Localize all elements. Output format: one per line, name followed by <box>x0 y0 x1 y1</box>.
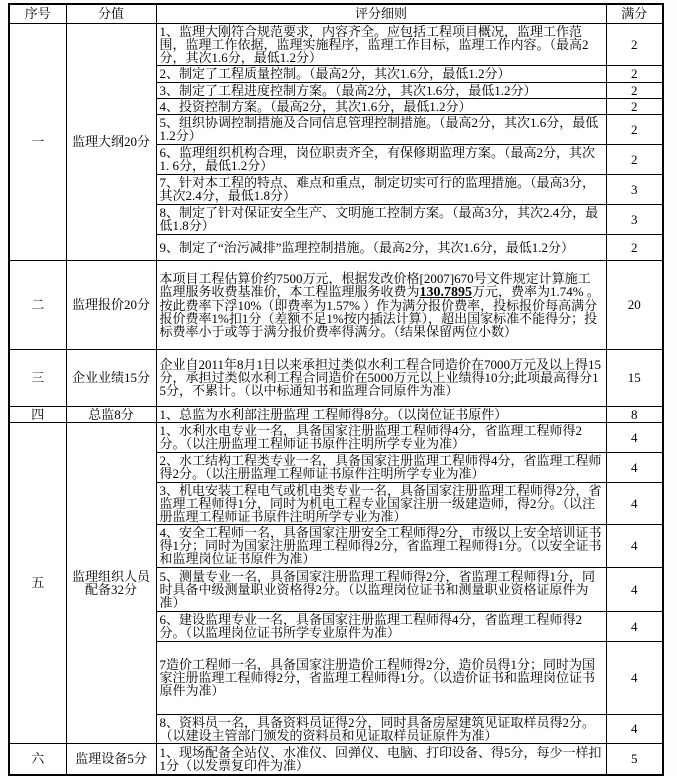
criteria-cell: 3、制定了工程进度控制方案。（最高2分，其次1.6分，最低1.2分） <box>156 82 606 98</box>
fee-amount-highlight: 130.7895 <box>419 284 473 300</box>
section-number-cell: 二 <box>9 260 66 349</box>
max-score-cell: 3 <box>606 204 663 234</box>
max-score-cell: 2 <box>606 65 663 82</box>
criteria-cell: 6、监理组织机构合理，岗位职责齐全，有保修期监理方案。（最高2分，其次1. 6分，最低1.2分） <box>156 144 606 174</box>
score-label-cell: 监理组织人员配备32分 <box>66 422 156 743</box>
criteria-cell: 4、投资控制方案。（最高2分，其次1.6分，最低1.2分） <box>156 98 606 114</box>
score-label-cell: 监理大纲20分 <box>66 23 156 260</box>
score-label-cell: 总监8分 <box>66 406 156 422</box>
col-header-seq: 序号 <box>9 4 66 23</box>
criteria-cell: 企业自2011年8月1日以来承担过类似水利工程合同造价在7000万元及以上得15分，承担过类似水利工程合同造价在5000万元以上业绩得10分;此项最高得分15分，不累计。（以中标通知书和监理合同原件为准） <box>156 349 606 406</box>
max-score-cell: 4 <box>606 567 663 611</box>
max-score-cell: 4 <box>606 611 663 641</box>
max-score-cell: 4 <box>606 714 663 743</box>
header-row <box>9 4 663 23</box>
table-row <box>9 422 663 452</box>
criteria-cell: 1、水利水电专业一名，具备国家注册监理工程师得4分，省监理工程师得2分。（以注册监理工程师证书原件注明所学专业为准） <box>156 422 606 452</box>
col-header-max: 满分 <box>606 4 663 23</box>
evaluation-criteria-table <box>8 3 664 776</box>
max-score-cell: 4 <box>606 482 663 524</box>
criteria-cell: 8、资料员一名，具备资料员证得2分，同时具备房屋建筑见证取样员得2分。（以建设主管部门颁发的资料员和见证取样员证原件为准） <box>156 714 606 743</box>
section-number-cell: 三 <box>9 349 66 406</box>
max-score-cell: 8 <box>606 406 663 422</box>
max-score-cell: 4 <box>606 524 663 567</box>
max-score-cell: 2 <box>606 82 663 98</box>
score-label-cell: 监理设备5分 <box>66 743 156 775</box>
max-score-cell: 4 <box>606 422 663 452</box>
max-score-cell: 2 <box>606 144 663 174</box>
table-row <box>9 406 663 422</box>
table-row <box>9 349 663 406</box>
criteria-text-pre: 本项目工程估算价约7500万元，根据发改价格[2007]670号文件规定计算施工监理服务收费基准价，本工程监理服务收费为 <box>159 270 591 299</box>
criteria-cell <box>156 260 606 349</box>
score-label-cell: 监理报价20分 <box>66 260 156 349</box>
section-number-cell: 一 <box>9 23 66 260</box>
criteria-cell: 5、组织协调控制措施及合同信息管理控制措施。（最高2分，其次1.6分，最低1.2分） <box>156 114 606 144</box>
max-score-cell: 2 <box>606 114 663 144</box>
criteria-cell: 7造价工程师一名，具备国家注册造价工程师得2分，造价员得1分；同时为国家注册监理工程师得2分，省监理工程师得1分。（以造价证书和监理岗位证书原件为准） <box>156 641 606 714</box>
max-score-cell: 3 <box>606 174 663 204</box>
section-number-cell: 五 <box>9 422 66 743</box>
col-header-criteria: 评分细则 <box>156 4 606 23</box>
criteria-cell: 2、水工结构工程类专业一名，具备国家注册监理工程师得4分，省监理工程师得2分。（以注册监理工程师证书原件注明所学专业为准） <box>156 452 606 482</box>
max-score-cell: 20 <box>606 260 663 349</box>
section-number-cell: 六 <box>9 743 66 775</box>
table-row <box>9 23 663 65</box>
max-score-cell: 15 <box>606 349 663 406</box>
criteria-cell: 1、现场配备全站仪、水准仪、回弹仪、电脑、打印设备、得5分，每少一样扣1分（以发票复印件为准） <box>156 743 606 775</box>
max-score-cell: 5 <box>606 743 663 775</box>
criteria-cell: 1、监理大刚符合规范要求，内容齐全。应包括工程项目概况，监理工作范围，监理工作依据，监理实施程序，监理工作目标，监理工作内容。（最高2分，其次1.6分，最低1.2分） <box>156 23 606 65</box>
criteria-cell: 5、测量专业一名，具备国家注册监理工程师得2分，省监理工程师得1分，同时具备中级测量职业资格得2分。（以监理岗位证书和测量职业资格证原件为准） <box>156 567 606 611</box>
max-score-cell: 2 <box>606 23 663 65</box>
max-score-cell: 2 <box>606 234 663 260</box>
criteria-cell: 7、针对本工程的特点、难点和重点，制定切实可行的监理措施。（最高3分，其次2.4分，最低1.8分） <box>156 174 606 204</box>
section-number-cell: 四 <box>9 406 66 422</box>
criteria-cell: 2、制定了工程质量控制。（最高2分，其次1.6分，最低1.2分） <box>156 65 606 82</box>
criteria-cell: 8、制定了针对保证安全生产、文明施工控制方案。（最高3分，其次2.4分，最低1.8分） <box>156 204 606 234</box>
score-label-cell: 企业业绩15分 <box>66 349 156 406</box>
max-score-cell: 4 <box>606 452 663 482</box>
col-header-value: 分值 <box>66 4 156 23</box>
criteria-cell: 6、建设监理专业一名，具备国家注册监理工程师得4分，省监理工程师得2分。（以监理岗位证书所学专业原件为准） <box>156 611 606 641</box>
max-score-cell: 2 <box>606 98 663 114</box>
criteria-cell: 3、机电安装工程电气或机电类专业一名，具备国家注册监理工程师得2分，省监理工程师得1分，同时为机电工程专业国家注册一级建造师，得2分。（以注册监理工程师证书原件注明所学专业为准） <box>156 482 606 524</box>
criteria-cell: 1、总监为水利部注册监理 工程师得8分。（以岗位证书原件） <box>156 406 606 422</box>
table-row <box>9 260 663 349</box>
criteria-text-post: 万元，费率为1.74% 。按此费率下浮10%（即费率为1.57% ）作为满分报价费率，投标报价每高满分报价费率1%扣1分（差额不足1%按内插法计算），超出国家标准不能得分；投标费率小于或等于满分报价费率得满分。（结果保留两位小数） <box>159 283 600 339</box>
max-score-cell: 4 <box>606 641 663 714</box>
criteria-cell: 9、制定了“治污减排”监理控制措施。（最高2分，其次1.6分，最低1.2分） <box>156 234 606 260</box>
table-row <box>9 743 663 775</box>
criteria-cell: 4、安全工程师一名，具备国家注册安全工程师得2分，市级以上安全培训证书得1分；同时为国家注册监理工程师得2分，省监理工程师得1分。（以安全证书和监理岗位证书原件为准） <box>156 524 606 567</box>
